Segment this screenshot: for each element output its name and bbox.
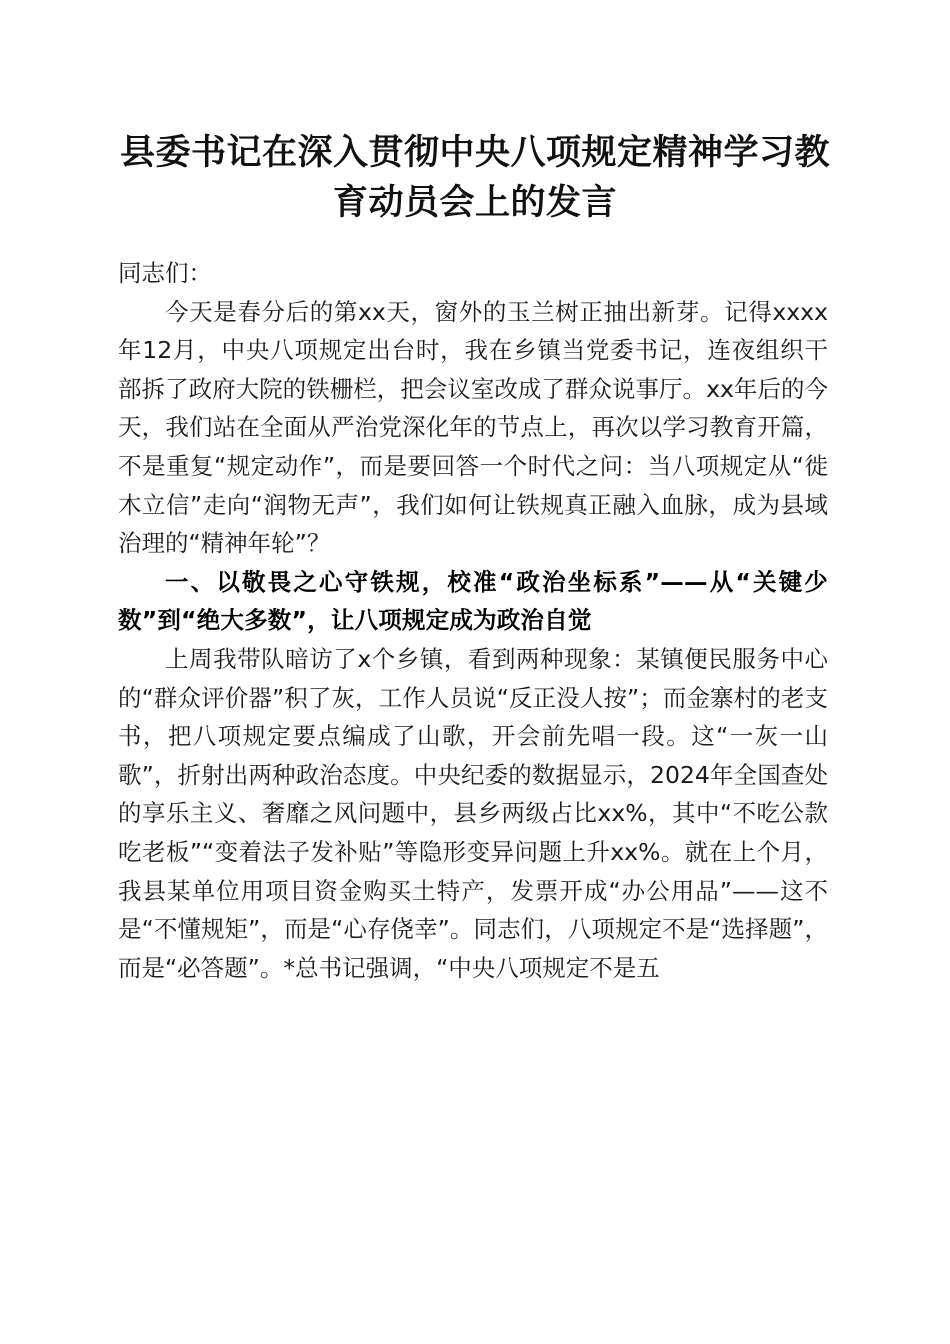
section-heading-1: 一、以敬畏之心守铁规，校准“政治坐标系”——从“关键少数”到“绝大多数”，让八项规定成为政治自觉 — [118, 567, 828, 635]
title-line-1: 县委书记在深入贯彻中央八项规定精神学习教 — [119, 132, 830, 173]
salutation: 同志们： — [118, 259, 212, 287]
opening-paragraph: 今天是春分后的第xx天，窗外的玉兰树正抽出新芽。记得xxxx年12月，中央八项规定出台时，我在乡镇当党委书记，连夜组织干部拆了政府大院的铁栅栏，把会议室改成了群众说事厅。xx年后的今天，我们站在全面从严治党深化年的节点上，再次以学习教育开篇，不是重复“规定动作”，而是要回答一个时代之问：当八项规定从“徙木立信”走向“润物无声”，我们如何让铁规真正融入血脉，成为县域治理的“精神年轮”？ — [118, 297, 828, 558]
title-line-2: 育动员会上的发言 — [332, 182, 617, 223]
document-body — [118, 254, 828, 987]
document-title — [100, 128, 850, 228]
section-1-paragraph: 上周我带队暗访了x个乡镇，看到两种现象：某镇便民服务中心的“群众评价器”积了灰，工作人员说“反正没人按”；而金寨村的老支书，把八项规定要点编成了山歌，开会前先唱一段。这“一灰一山歌”，折射出两种政治态度。中央纪委的数据显示，2024年全国查处的享乐主义、奢靡之风问题中，县乡两级占比xx%，其中“不吃公款吃老板”“变着法子发补贴”等隐形变异问题上升xx%。就在上个月，我县某单位用项目资金购买土特产，发票开成“办公用品”——这不是“不懂规矩”，而是“心存侥幸”。同志们，八项规定不是“选择题”，而是“必答题”。*总书记强调，“中央八项规定不是五 — [118, 644, 828, 982]
